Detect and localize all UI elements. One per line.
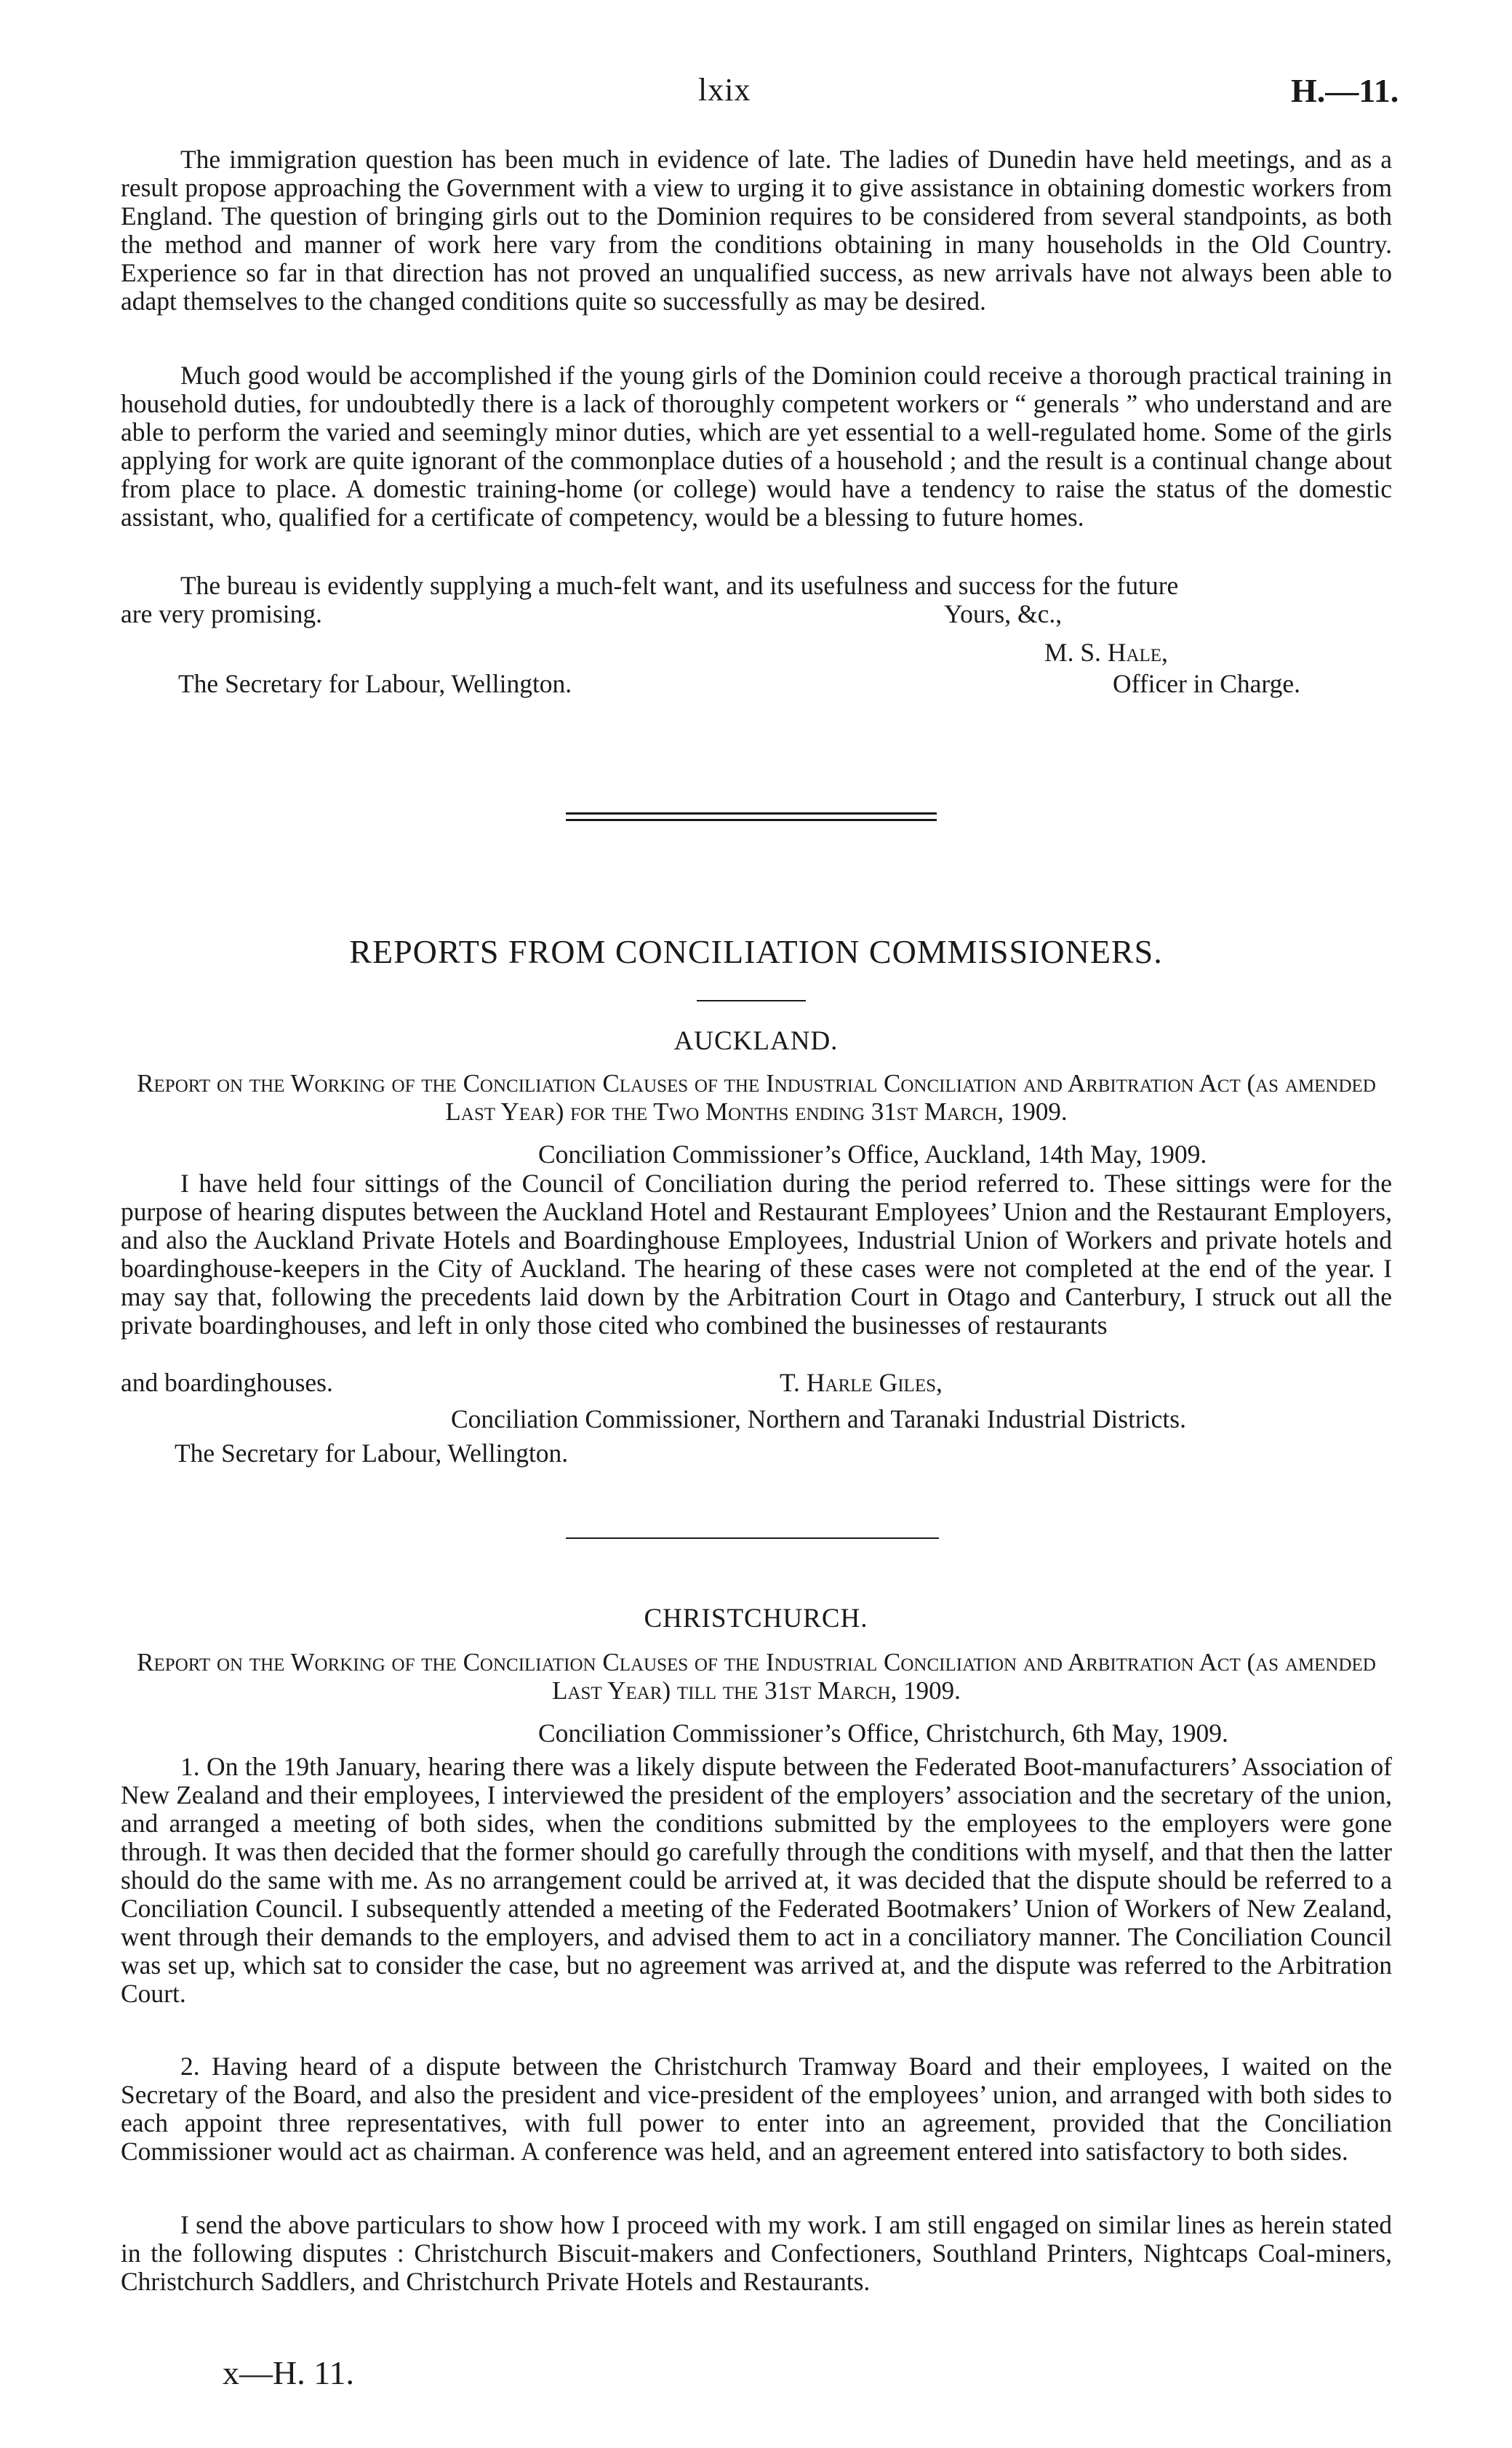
auckland-heading: AUCKLAND. — [673, 1026, 839, 1056]
auckland-body: I have held four sittings of the Council of Conciliation during the period referred to. These sittings were for the purpose of hearing disputes between the Auckland Hotel and Restaurant Employees’ Union and the Restaurant Employers, and also the Auckland Private Hotels and Boardinghouse Employees, Industrial Union of Workers and private hotels and boardinghouse-keepers in the City of Auckland. The hearing of these cases were not completed at the end of the year. I may say that, following the precedents laid down by the Arbitration Court in Otago and Canterbury, I struck out all the private boardinghouses, and left in only those cited who combined the businesses of restaurants — [121, 1169, 1392, 1340]
title-underline — [697, 1000, 806, 1001]
christchurch-heading: CHRISTCHURCH. — [644, 1604, 868, 1633]
section-divider — [566, 1537, 939, 1539]
letter-paragraph-1: The immigration question has been much in evidence of late. The ladies of Dunedin have held meetings, and as a result propose approaching the Government with a view to urging it to give assistance in obtaining domestic workers from England. The question of bringing girls out to the Dominion requires to be considered from several standpoints, as both the method and manner of work here vary from the conditions obtaining in many households in the Old Country. Experience so far in that direction has not proved an unqualified success, as new arrivals have not always been able to adapt themselves to the changed conditions quite so successfully as may be desired. — [121, 145, 1392, 316]
christchurch-report-subtitle: Report on the Working of the Conciliation Clauses of the Industrial Conciliation and Arbitration Act (as amended Last Year) till the 31st March, 1909. — [137, 1648, 1376, 1705]
auckland-body-last-line: and boardinghouses. — [121, 1368, 333, 1397]
main-title: REPORTS FROM CONCILIATION COMMISSIONERS. — [349, 933, 1163, 970]
section-divider-double-bottom — [566, 819, 937, 821]
document-reference: H.—11. — [1291, 72, 1399, 109]
auckland-report-subtitle: Report on the Working of the Conciliation Clauses of the Industrial Conciliation and Arbitration Act (as amended Last Year) for the Two Months ending 31st March, 1909. — [137, 1069, 1376, 1126]
letter-addressee: The Secretary for Labour, Wellington. — [178, 669, 572, 698]
christchurch-paragraph-1: 1. On the 19th January, hearing there was a likely dispute between the Federated Boot-manufacturers’ Association of New Zealand and their employees, I interviewed the president of the employers’ association and the secretary of the union, and arranged a meeting of both sides, when the conditions submitted by the employees to the employers were gone through. It was then decided that the former should go carefully through the conditions with myself, and that then the latter should do the same with me. As no arrangement could be arrived at, it was decided that the dispute should be referred to a Conciliation Council. I subsequently attended a meeting of the Federated Bootmakers’ Union of Workers of New Zealand, went through their demands to the employers, and advised them to act in a conciliatory manner. The Conciliation Council was set up, which sat to consider the case, but no agreement was arrived at, and the dispute was referred to the Arbitration Court. — [121, 1752, 1392, 2008]
auckland-addressee: The Secretary for Labour, Wellington. — [175, 1439, 569, 1468]
letter-paragraph-2: Much good would be accomplished if the young girls of the Dominion could receive a thorough practical training in household duties, for undoubtedly there is a lack of thoroughly competent workers or “ generals ” who understand and are able to perform the varied and seemingly minor duties, which are yet essential to a well-regulated home. Some of the girls applying for work are quite ignorant of the commonplace duties of a household ; and the result is a continual change about from place to place. A domestic training-home (or college) would have a tendency to raise the status of the domestic assistant, who, qualified for a certificate of competency, would be a blessing to future homes. — [121, 361, 1392, 532]
christchurch-dateline: Conciliation Commissioner’s Office, Christchurch, 6th May, 1909. — [538, 1719, 1228, 1748]
letter-closing: Yours, &c., — [944, 599, 1063, 628]
christchurch-paragraph-2: 2. Having heard of a dispute between the Christchurch Tramway Board and their employees, I waited on the Secretary of the Board, and also the president and vice-president of the employees’ union, and arranged with both sides to each appoint three representatives, with full power to enter into an agreement, provided that the Conciliation Commissioner would act as chairman. A conference was held, and an agreement entered into satisfactory to both sides. — [121, 2052, 1392, 2166]
page-number: lxix — [698, 72, 751, 108]
auckland-signatory: T. Harle Giles, — [780, 1368, 943, 1397]
letter-paragraph-3-line-2: are very promising. — [121, 599, 323, 628]
signature-mark: x—H. 11. — [223, 2354, 355, 2391]
letter-signatory: M. S. Hale, — [1044, 638, 1168, 667]
letter-signatory-title: Officer in Charge. — [1113, 669, 1300, 698]
auckland-dateline: Conciliation Commissioner’s Office, Auckland, 14th May, 1909. — [538, 1140, 1207, 1169]
christchurch-paragraph-3: I send the above particulars to show how I proceed with my work. I am still engaged on similar lines as herein stated in the following disputes : Christchurch Biscuit-makers and Confectioners, Southland Printers, Nightcaps Coal-miners, Christchurch Saddlers, and Christchurch Private Hotels and Restaurants. — [121, 2210, 1392, 2296]
auckland-signatory-title: Conciliation Commissioner, Northern and Taranaki Industrial Districts. — [451, 1404, 1186, 1433]
section-divider-double-top — [566, 812, 937, 815]
letter-paragraph-3-line-1: The bureau is evidently supplying a much-felt want, and its usefulness and success for the future — [180, 571, 1179, 600]
